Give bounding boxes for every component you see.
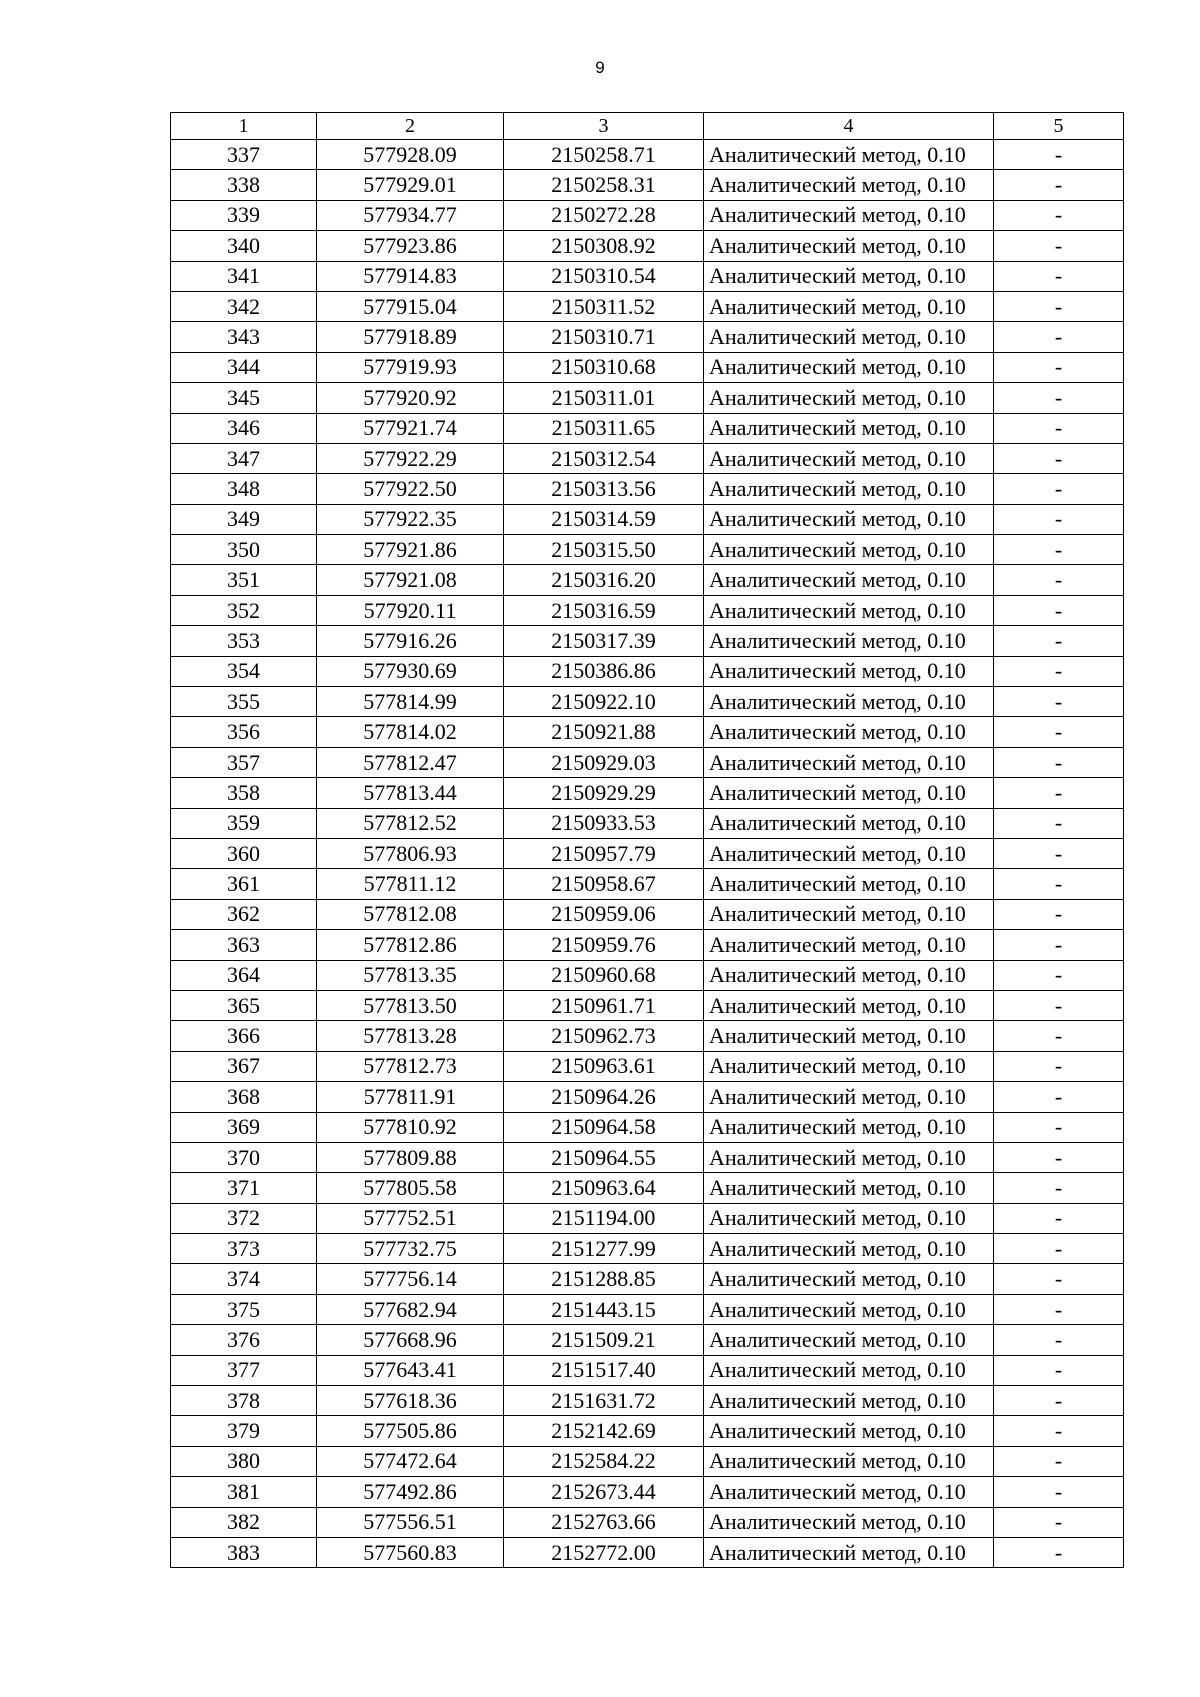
- method-cell: Аналитический метод, 0.10: [704, 413, 994, 443]
- table-row: [171, 990, 1124, 1020]
- x-coordinate-cell: 577560.83: [317, 1537, 504, 1567]
- y-coordinate-cell: 2150386.86: [504, 656, 704, 686]
- note-cell: -: [994, 1082, 1124, 1112]
- note-cell: -: [994, 1234, 1124, 1264]
- y-coordinate-cell: 2150316.59: [504, 595, 704, 625]
- y-coordinate-cell: 2150308.92: [504, 231, 704, 261]
- method-cell: Аналитический метод, 0.10: [704, 960, 994, 990]
- point-number-cell: 366: [171, 1021, 317, 1051]
- table-row: [171, 443, 1124, 473]
- method-cell: Аналитический метод, 0.10: [704, 1537, 994, 1567]
- y-coordinate-cell: 2150313.56: [504, 474, 704, 504]
- y-coordinate-cell: 2152673.44: [504, 1477, 704, 1507]
- y-coordinate-cell: 2150964.58: [504, 1112, 704, 1142]
- table-row: [171, 808, 1124, 838]
- x-coordinate-cell: 577812.86: [317, 930, 504, 960]
- note-cell: -: [994, 656, 1124, 686]
- point-number-cell: 353: [171, 626, 317, 656]
- table-row: [171, 838, 1124, 868]
- table-row: [171, 170, 1124, 200]
- x-coordinate-cell: 577810.92: [317, 1112, 504, 1142]
- y-coordinate-cell: 2151509.21: [504, 1325, 704, 1355]
- method-cell: Аналитический метод, 0.10: [704, 291, 994, 321]
- table-row: [171, 960, 1124, 990]
- table-row: [171, 687, 1124, 717]
- y-coordinate-cell: 2150311.65: [504, 413, 704, 443]
- method-cell: Аналитический метод, 0.10: [704, 1234, 994, 1264]
- method-cell: Аналитический метод, 0.10: [704, 140, 994, 170]
- point-number-cell: 341: [171, 261, 317, 291]
- y-coordinate-cell: 2151277.99: [504, 1234, 704, 1264]
- x-coordinate-cell: 577812.47: [317, 747, 504, 777]
- y-coordinate-cell: 2150962.73: [504, 1021, 704, 1051]
- point-number-cell: 363: [171, 930, 317, 960]
- y-coordinate-cell: 2150922.10: [504, 687, 704, 717]
- note-cell: -: [994, 747, 1124, 777]
- point-number-cell: 382: [171, 1507, 317, 1537]
- x-coordinate-cell: 577811.12: [317, 869, 504, 899]
- column-header: 4: [704, 113, 994, 140]
- note-cell: -: [994, 261, 1124, 291]
- x-coordinate-cell: 577472.64: [317, 1446, 504, 1476]
- point-number-cell: 377: [171, 1355, 317, 1385]
- y-coordinate-cell: 2150963.61: [504, 1051, 704, 1081]
- table-row: [171, 1173, 1124, 1203]
- table-row: [171, 383, 1124, 413]
- method-cell: Аналитический метод, 0.10: [704, 930, 994, 960]
- point-number-cell: 369: [171, 1112, 317, 1142]
- table-row: [171, 626, 1124, 656]
- method-cell: Аналитический метод, 0.10: [704, 747, 994, 777]
- x-coordinate-cell: 577914.83: [317, 261, 504, 291]
- point-number-cell: 371: [171, 1173, 317, 1203]
- table-row: [171, 1234, 1124, 1264]
- point-number-cell: 383: [171, 1537, 317, 1567]
- y-coordinate-cell: 2152763.66: [504, 1507, 704, 1537]
- y-coordinate-cell: 2150311.52: [504, 291, 704, 321]
- point-number-cell: 376: [171, 1325, 317, 1355]
- method-cell: Аналитический метод, 0.10: [704, 656, 994, 686]
- method-cell: Аналитический метод, 0.10: [704, 778, 994, 808]
- note-cell: -: [994, 322, 1124, 352]
- x-coordinate-cell: 577756.14: [317, 1264, 504, 1294]
- coordinates-table: [170, 112, 1124, 1568]
- y-coordinate-cell: 2150964.55: [504, 1142, 704, 1172]
- note-cell: -: [994, 1021, 1124, 1051]
- method-cell: Аналитический метод, 0.10: [704, 1446, 994, 1476]
- point-number-cell: 356: [171, 717, 317, 747]
- y-coordinate-cell: 2150311.01: [504, 383, 704, 413]
- column-header: 2: [317, 113, 504, 140]
- column-header: 3: [504, 113, 704, 140]
- point-number-cell: 362: [171, 899, 317, 929]
- x-coordinate-cell: 577929.01: [317, 170, 504, 200]
- x-coordinate-cell: 577922.29: [317, 443, 504, 473]
- note-cell: -: [994, 1264, 1124, 1294]
- point-number-cell: 357: [171, 747, 317, 777]
- method-cell: Аналитический метод, 0.10: [704, 1477, 994, 1507]
- point-number-cell: 367: [171, 1051, 317, 1081]
- note-cell: -: [994, 960, 1124, 990]
- method-cell: Аналитический метод, 0.10: [704, 322, 994, 352]
- x-coordinate-cell: 577812.08: [317, 899, 504, 929]
- note-cell: -: [994, 930, 1124, 960]
- method-cell: Аналитический метод, 0.10: [704, 1355, 994, 1385]
- point-number-cell: 374: [171, 1264, 317, 1294]
- table-row: [171, 200, 1124, 230]
- table-row: [171, 261, 1124, 291]
- method-cell: Аналитический метод, 0.10: [704, 535, 994, 565]
- note-cell: -: [994, 626, 1124, 656]
- method-cell: Аналитический метод, 0.10: [704, 1173, 994, 1203]
- y-coordinate-cell: 2150961.71: [504, 990, 704, 1020]
- x-coordinate-cell: 577923.86: [317, 231, 504, 261]
- note-cell: -: [994, 291, 1124, 321]
- note-cell: -: [994, 1507, 1124, 1537]
- table-row: [171, 291, 1124, 321]
- method-cell: Аналитический метод, 0.10: [704, 899, 994, 929]
- table-row: [171, 1477, 1124, 1507]
- note-cell: -: [994, 565, 1124, 595]
- table-row: [171, 1446, 1124, 1476]
- table-row: [171, 1082, 1124, 1112]
- point-number-cell: 381: [171, 1477, 317, 1507]
- point-number-cell: 342: [171, 291, 317, 321]
- y-coordinate-cell: 2150929.29: [504, 778, 704, 808]
- page-number: 9: [595, 58, 605, 77]
- x-coordinate-cell: 577806.93: [317, 838, 504, 868]
- point-number-cell: 344: [171, 352, 317, 382]
- y-coordinate-cell: 2150960.68: [504, 960, 704, 990]
- point-number-cell: 347: [171, 443, 317, 473]
- method-cell: Аналитический метод, 0.10: [704, 1264, 994, 1294]
- x-coordinate-cell: 577809.88: [317, 1142, 504, 1172]
- point-number-cell: 360: [171, 838, 317, 868]
- note-cell: -: [994, 383, 1124, 413]
- x-coordinate-cell: 577813.35: [317, 960, 504, 990]
- method-cell: Аналитический метод, 0.10: [704, 261, 994, 291]
- y-coordinate-cell: 2150964.26: [504, 1082, 704, 1112]
- note-cell: -: [994, 1477, 1124, 1507]
- point-number-cell: 345: [171, 383, 317, 413]
- point-number-cell: 361: [171, 869, 317, 899]
- y-coordinate-cell: 2152772.00: [504, 1537, 704, 1567]
- note-cell: -: [994, 1112, 1124, 1142]
- x-coordinate-cell: 577934.77: [317, 200, 504, 230]
- table-row: [171, 1051, 1124, 1081]
- point-number-cell: 349: [171, 504, 317, 534]
- x-coordinate-cell: 577928.09: [317, 140, 504, 170]
- method-cell: Аналитический метод, 0.10: [704, 1142, 994, 1172]
- point-number-cell: 354: [171, 656, 317, 686]
- method-cell: Аналитический метод, 0.10: [704, 595, 994, 625]
- y-coordinate-cell: 2150959.76: [504, 930, 704, 960]
- y-coordinate-cell: 2150921.88: [504, 717, 704, 747]
- point-number-cell: 365: [171, 990, 317, 1020]
- table-row: [171, 504, 1124, 534]
- point-number-cell: 378: [171, 1386, 317, 1416]
- method-cell: Аналитический метод, 0.10: [704, 869, 994, 899]
- method-cell: Аналитический метод, 0.10: [704, 170, 994, 200]
- point-number-cell: 370: [171, 1142, 317, 1172]
- method-cell: Аналитический метод, 0.10: [704, 1082, 994, 1112]
- column-header: 5: [994, 113, 1124, 140]
- table-row: [171, 747, 1124, 777]
- y-coordinate-cell: 2150316.20: [504, 565, 704, 595]
- point-number-cell: 350: [171, 535, 317, 565]
- note-cell: -: [994, 1325, 1124, 1355]
- table-row: [171, 322, 1124, 352]
- table-row: [171, 1203, 1124, 1233]
- x-coordinate-cell: 577930.69: [317, 656, 504, 686]
- point-number-cell: 343: [171, 322, 317, 352]
- y-coordinate-cell: 2152142.69: [504, 1416, 704, 1446]
- note-cell: -: [994, 140, 1124, 170]
- x-coordinate-cell: 577492.86: [317, 1477, 504, 1507]
- point-number-cell: 346: [171, 413, 317, 443]
- y-coordinate-cell: 2150317.39: [504, 626, 704, 656]
- table-row: [171, 1112, 1124, 1142]
- note-cell: -: [994, 504, 1124, 534]
- table-row: [171, 1355, 1124, 1385]
- table-row: [171, 140, 1124, 170]
- method-cell: Аналитический метод, 0.10: [704, 626, 994, 656]
- method-cell: Аналитический метод, 0.10: [704, 474, 994, 504]
- point-number-cell: 352: [171, 595, 317, 625]
- y-coordinate-cell: 2150957.79: [504, 838, 704, 868]
- note-cell: -: [994, 413, 1124, 443]
- note-cell: -: [994, 1446, 1124, 1476]
- table-header-row: [171, 113, 1124, 140]
- x-coordinate-cell: 577814.99: [317, 687, 504, 717]
- y-coordinate-cell: 2150315.50: [504, 535, 704, 565]
- note-cell: -: [994, 687, 1124, 717]
- table-row: [171, 1537, 1124, 1567]
- method-cell: Аналитический метод, 0.10: [704, 1507, 994, 1537]
- note-cell: -: [994, 1537, 1124, 1567]
- note-cell: -: [994, 1173, 1124, 1203]
- note-cell: -: [994, 1386, 1124, 1416]
- x-coordinate-cell: 577920.92: [317, 383, 504, 413]
- y-coordinate-cell: 2150310.54: [504, 261, 704, 291]
- point-number-cell: 358: [171, 778, 317, 808]
- x-coordinate-cell: 577732.75: [317, 1234, 504, 1264]
- x-coordinate-cell: 577812.52: [317, 808, 504, 838]
- note-cell: -: [994, 1142, 1124, 1172]
- point-number-cell: 373: [171, 1234, 317, 1264]
- note-cell: -: [994, 869, 1124, 899]
- method-cell: Аналитический метод, 0.10: [704, 200, 994, 230]
- method-cell: Аналитический метод, 0.10: [704, 1203, 994, 1233]
- x-coordinate-cell: 577505.86: [317, 1416, 504, 1446]
- x-coordinate-cell: 577921.08: [317, 565, 504, 595]
- table-row: [171, 535, 1124, 565]
- x-coordinate-cell: 577814.02: [317, 717, 504, 747]
- note-cell: -: [994, 535, 1124, 565]
- x-coordinate-cell: 577918.89: [317, 322, 504, 352]
- table-row: [171, 1142, 1124, 1172]
- note-cell: -: [994, 231, 1124, 261]
- x-coordinate-cell: 577919.93: [317, 352, 504, 382]
- note-cell: -: [994, 352, 1124, 382]
- note-cell: -: [994, 443, 1124, 473]
- point-number-cell: 372: [171, 1203, 317, 1233]
- note-cell: -: [994, 1051, 1124, 1081]
- table-row: [171, 231, 1124, 261]
- note-cell: -: [994, 808, 1124, 838]
- note-cell: -: [994, 778, 1124, 808]
- table-row: [171, 656, 1124, 686]
- y-coordinate-cell: 2150929.03: [504, 747, 704, 777]
- table-row: [171, 474, 1124, 504]
- note-cell: -: [994, 595, 1124, 625]
- method-cell: Аналитический метод, 0.10: [704, 838, 994, 868]
- x-coordinate-cell: 577682.94: [317, 1294, 504, 1324]
- y-coordinate-cell: 2150933.53: [504, 808, 704, 838]
- x-coordinate-cell: 577915.04: [317, 291, 504, 321]
- point-number-cell: 379: [171, 1416, 317, 1446]
- table-row: [171, 778, 1124, 808]
- note-cell: -: [994, 474, 1124, 504]
- x-coordinate-cell: 577805.58: [317, 1173, 504, 1203]
- y-coordinate-cell: 2151631.72: [504, 1386, 704, 1416]
- method-cell: Аналитический метод, 0.10: [704, 443, 994, 473]
- point-number-cell: 359: [171, 808, 317, 838]
- x-coordinate-cell: 577920.11: [317, 595, 504, 625]
- x-coordinate-cell: 577921.74: [317, 413, 504, 443]
- x-coordinate-cell: 577668.96: [317, 1325, 504, 1355]
- y-coordinate-cell: 2150258.71: [504, 140, 704, 170]
- x-coordinate-cell: 577922.50: [317, 474, 504, 504]
- note-cell: -: [994, 1203, 1124, 1233]
- method-cell: Аналитический метод, 0.10: [704, 1051, 994, 1081]
- y-coordinate-cell: 2150958.67: [504, 869, 704, 899]
- method-cell: Аналитический метод, 0.10: [704, 1294, 994, 1324]
- x-coordinate-cell: 577618.36: [317, 1386, 504, 1416]
- method-cell: Аналитический метод, 0.10: [704, 1325, 994, 1355]
- method-cell: Аналитический метод, 0.10: [704, 1112, 994, 1142]
- point-number-cell: 348: [171, 474, 317, 504]
- method-cell: Аналитический метод, 0.10: [704, 231, 994, 261]
- table-row: [171, 1325, 1124, 1355]
- method-cell: Аналитический метод, 0.10: [704, 717, 994, 747]
- y-coordinate-cell: 2150258.31: [504, 170, 704, 200]
- method-cell: Аналитический метод, 0.10: [704, 1021, 994, 1051]
- note-cell: -: [994, 990, 1124, 1020]
- x-coordinate-cell: 577813.44: [317, 778, 504, 808]
- point-number-cell: 338: [171, 170, 317, 200]
- table-row: [171, 717, 1124, 747]
- table-row: [171, 869, 1124, 899]
- y-coordinate-cell: 2151194.00: [504, 1203, 704, 1233]
- y-coordinate-cell: 2150272.28: [504, 200, 704, 230]
- point-number-cell: 364: [171, 960, 317, 990]
- y-coordinate-cell: 2150310.68: [504, 352, 704, 382]
- point-number-cell: 337: [171, 140, 317, 170]
- x-coordinate-cell: 577752.51: [317, 1203, 504, 1233]
- y-coordinate-cell: 2150959.06: [504, 899, 704, 929]
- point-number-cell: 339: [171, 200, 317, 230]
- point-number-cell: 351: [171, 565, 317, 595]
- x-coordinate-cell: 577916.26: [317, 626, 504, 656]
- method-cell: Аналитический метод, 0.10: [704, 990, 994, 1020]
- x-coordinate-cell: 577813.28: [317, 1021, 504, 1051]
- note-cell: -: [994, 899, 1124, 929]
- x-coordinate-cell: 577921.86: [317, 535, 504, 565]
- table-body: [171, 140, 1124, 1568]
- method-cell: Аналитический метод, 0.10: [704, 1416, 994, 1446]
- x-coordinate-cell: 577811.91: [317, 1082, 504, 1112]
- note-cell: -: [994, 200, 1124, 230]
- note-cell: -: [994, 1355, 1124, 1385]
- x-coordinate-cell: 577922.35: [317, 504, 504, 534]
- y-coordinate-cell: 2150310.71: [504, 322, 704, 352]
- point-number-cell: 355: [171, 687, 317, 717]
- table-row: [171, 930, 1124, 960]
- y-coordinate-cell: 2152584.22: [504, 1446, 704, 1476]
- table-row: [171, 1416, 1124, 1446]
- x-coordinate-cell: 577643.41: [317, 1355, 504, 1385]
- y-coordinate-cell: 2151443.15: [504, 1294, 704, 1324]
- y-coordinate-cell: 2151517.40: [504, 1355, 704, 1385]
- y-coordinate-cell: 2150312.54: [504, 443, 704, 473]
- method-cell: Аналитический метод, 0.10: [704, 1386, 994, 1416]
- table-row: [171, 352, 1124, 382]
- method-cell: Аналитический метод, 0.10: [704, 352, 994, 382]
- y-coordinate-cell: 2151288.85: [504, 1264, 704, 1294]
- table-row: [171, 1021, 1124, 1051]
- method-cell: Аналитический метод, 0.10: [704, 504, 994, 534]
- method-cell: Аналитический метод, 0.10: [704, 565, 994, 595]
- point-number-cell: 368: [171, 1082, 317, 1112]
- note-cell: -: [994, 838, 1124, 868]
- table-row: [171, 1507, 1124, 1537]
- point-number-cell: 340: [171, 231, 317, 261]
- table-row: [171, 1386, 1124, 1416]
- point-number-cell: 380: [171, 1446, 317, 1476]
- table-row: [171, 565, 1124, 595]
- table-row: [171, 1294, 1124, 1324]
- y-coordinate-cell: 2150314.59: [504, 504, 704, 534]
- y-coordinate-cell: 2150963.64: [504, 1173, 704, 1203]
- point-number-cell: 375: [171, 1294, 317, 1324]
- method-cell: Аналитический метод, 0.10: [704, 687, 994, 717]
- note-cell: -: [994, 1416, 1124, 1446]
- x-coordinate-cell: 577812.73: [317, 1051, 504, 1081]
- note-cell: -: [994, 170, 1124, 200]
- method-cell: Аналитический метод, 0.10: [704, 808, 994, 838]
- x-coordinate-cell: 577556.51: [317, 1507, 504, 1537]
- table-row: [171, 595, 1124, 625]
- method-cell: Аналитический метод, 0.10: [704, 383, 994, 413]
- table-row: [171, 899, 1124, 929]
- table-row: [171, 1264, 1124, 1294]
- note-cell: -: [994, 717, 1124, 747]
- column-header: 1: [171, 113, 317, 140]
- note-cell: -: [994, 1294, 1124, 1324]
- x-coordinate-cell: 577813.50: [317, 990, 504, 1020]
- table-row: [171, 413, 1124, 443]
